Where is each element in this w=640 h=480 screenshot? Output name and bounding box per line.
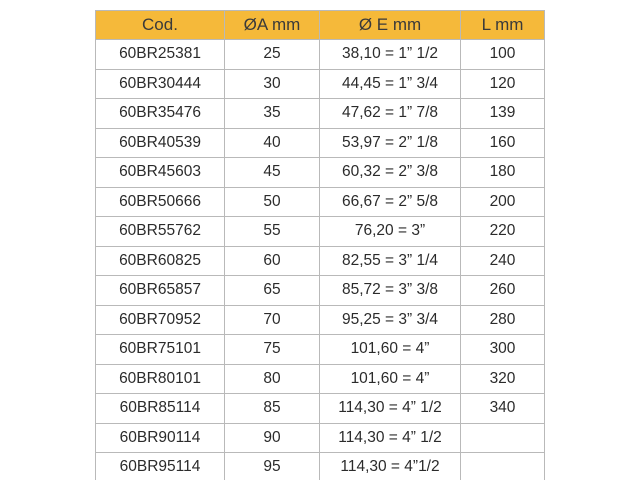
cell-diameter-a: 95	[225, 453, 320, 480]
cell-diameter-e: 114,30 = 4” 1/2	[320, 394, 461, 424]
cell-diameter-e: 76,20 = 3”	[320, 217, 461, 247]
cell-length: 160	[461, 128, 545, 158]
table-body	[96, 40, 545, 480]
cell-diameter-a: 30	[225, 69, 320, 99]
cell-diameter-e: 114,30 = 4”1/2	[320, 453, 461, 480]
cell-diameter-e: 95,25 = 3” 3/4	[320, 305, 461, 335]
header-diameter-a: ØA mm	[225, 11, 320, 40]
cell-code: 60BR90114	[96, 423, 225, 453]
table-row	[96, 423, 545, 453]
table-row	[96, 69, 545, 99]
cell-length: 180	[461, 158, 545, 188]
cell-diameter-a: 80	[225, 364, 320, 394]
table-row	[96, 128, 545, 158]
cell-code: 60BR75101	[96, 335, 225, 365]
cell-diameter-a: 25	[225, 40, 320, 70]
cell-diameter-e: 53,97 = 2” 1/8	[320, 128, 461, 158]
cell-diameter-e: 66,67 = 2” 5/8	[320, 187, 461, 217]
cell-length: 220	[461, 217, 545, 247]
cell-diameter-a: 70	[225, 305, 320, 335]
cell-diameter-a: 45	[225, 158, 320, 188]
cell-length: 240	[461, 246, 545, 276]
cell-length: 100	[461, 40, 545, 70]
cell-diameter-a: 35	[225, 99, 320, 129]
table-row	[96, 453, 545, 480]
cell-diameter-e: 114,30 = 4” 1/2	[320, 423, 461, 453]
cell-diameter-e: 85,72 = 3” 3/8	[320, 276, 461, 306]
cell-diameter-e: 82,55 = 3” 1/4	[320, 246, 461, 276]
cell-length	[461, 423, 545, 453]
cell-code: 60BR45603	[96, 158, 225, 188]
table-header	[96, 11, 545, 40]
header-code: Cod.	[96, 11, 225, 40]
cell-code: 60BR65857	[96, 276, 225, 306]
header-length: L mm	[461, 11, 545, 40]
table-row	[96, 99, 545, 129]
cell-length: 340	[461, 394, 545, 424]
header-diameter-e: Ø E mm	[320, 11, 461, 40]
header-row	[96, 11, 545, 40]
cell-code: 60BR25381	[96, 40, 225, 70]
cell-code: 60BR70952	[96, 305, 225, 335]
cell-diameter-e: 60,32 = 2” 3/8	[320, 158, 461, 188]
cell-diameter-a: 40	[225, 128, 320, 158]
table-row	[96, 246, 545, 276]
cell-length: 320	[461, 364, 545, 394]
table-row	[96, 364, 545, 394]
cell-length	[461, 453, 545, 480]
cell-diameter-a: 75	[225, 335, 320, 365]
table-row	[96, 276, 545, 306]
cell-length: 300	[461, 335, 545, 365]
cell-code: 60BR55762	[96, 217, 225, 247]
cell-code: 60BR60825	[96, 246, 225, 276]
cell-length: 200	[461, 187, 545, 217]
cell-code: 60BR95114	[96, 453, 225, 480]
cell-length: 120	[461, 69, 545, 99]
cell-diameter-e: 101,60 = 4”	[320, 335, 461, 365]
cell-code: 60BR40539	[96, 128, 225, 158]
cell-diameter-a: 90	[225, 423, 320, 453]
table-row	[96, 187, 545, 217]
cell-code: 60BR50666	[96, 187, 225, 217]
cell-diameter-e: 44,45 = 1” 3/4	[320, 69, 461, 99]
cell-diameter-e: 47,62 = 1” 7/8	[320, 99, 461, 129]
spec-table	[95, 10, 545, 480]
cell-diameter-a: 85	[225, 394, 320, 424]
cell-diameter-a: 55	[225, 217, 320, 247]
cell-length: 280	[461, 305, 545, 335]
cell-code: 60BR30444	[96, 69, 225, 99]
cell-length: 260	[461, 276, 545, 306]
cell-length: 139	[461, 99, 545, 129]
cell-diameter-a: 65	[225, 276, 320, 306]
table-row	[96, 40, 545, 70]
cell-code: 60BR85114	[96, 394, 225, 424]
table-row	[96, 158, 545, 188]
cell-code: 60BR35476	[96, 99, 225, 129]
cell-diameter-a: 60	[225, 246, 320, 276]
table-row	[96, 394, 545, 424]
table-row	[96, 335, 545, 365]
cell-diameter-e: 38,10 = 1” 1/2	[320, 40, 461, 70]
cell-diameter-e: 101,60 = 4”	[320, 364, 461, 394]
table-row	[96, 305, 545, 335]
cell-diameter-a: 50	[225, 187, 320, 217]
table-row	[96, 217, 545, 247]
cell-code: 60BR80101	[96, 364, 225, 394]
